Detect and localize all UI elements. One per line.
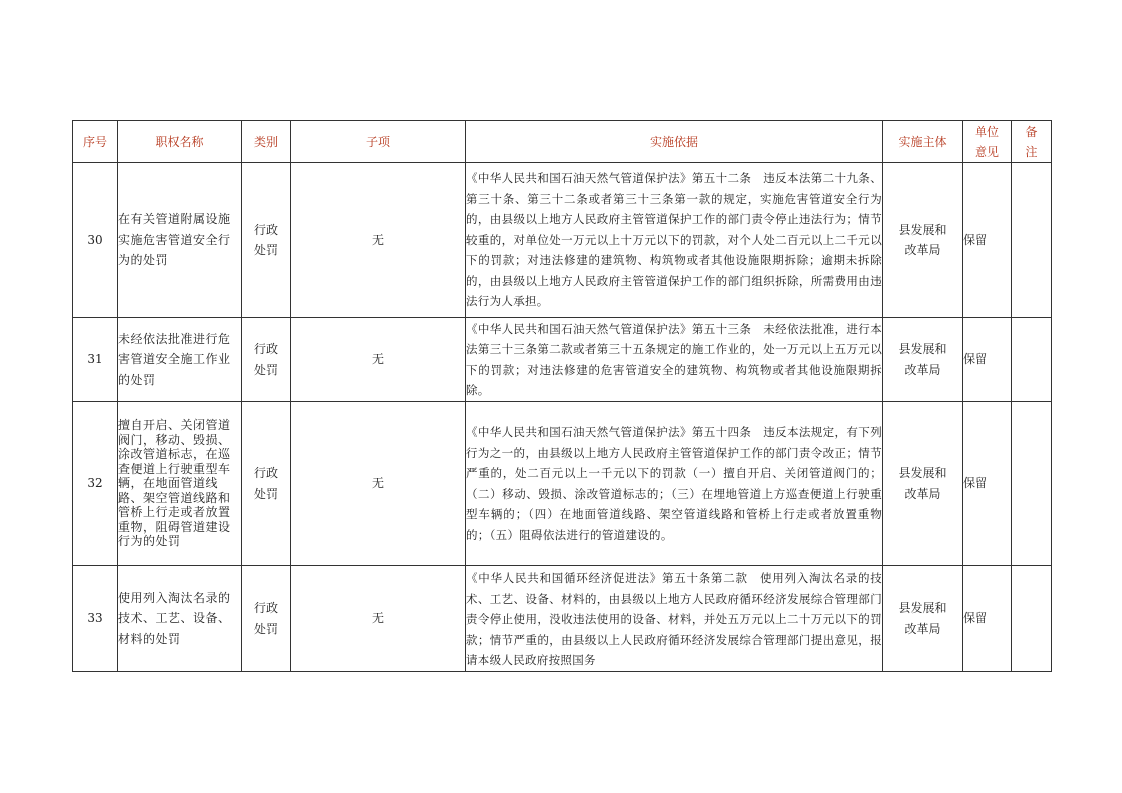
table-row	[73, 402, 1052, 566]
header-opinion: 单位 意见	[963, 121, 1012, 163]
row-seq: 33	[73, 566, 118, 672]
row-subitem: 无	[291, 318, 466, 402]
row-seq: 30	[73, 163, 118, 318]
header-remark: 备 注	[1012, 121, 1052, 163]
row-remark	[1012, 566, 1052, 672]
row-name: 擅自开启、关闭管道阀门，移动、毁损、涂改管道标志，在巡查便道上行驶重型车辆，在地面管道线路、架空管道线路和管桥上行走或者放置重物，阻碍管道建设行为的处罚	[118, 402, 242, 566]
header-category: 类别	[242, 121, 291, 163]
row-subject: 县发展和 改革局	[883, 402, 963, 566]
header-basis: 实施依据	[466, 121, 883, 163]
row-category: 行政 处罚	[242, 566, 291, 672]
row-subitem: 无	[291, 402, 466, 566]
row-remark	[1012, 163, 1052, 318]
header-name: 职权名称	[118, 121, 242, 163]
row-opinion: 保留	[963, 163, 1012, 318]
row-basis: 《中华人民共和国石油天然气管道保护法》第五十四条 违反本法规定，有下列行为之一的，由县级以上地方人民政府主管管道保护工作的部门责令改正；情节严重的，处二百元以上一千元以下的罚款（一）擅自开启、关闭管道阀门的；（二）移动、毁损、涂改管道标志的；（三）在埋地管道上方巡查便道上行驶重型车辆的；（四）在地面管道线路、架空管道线路和管桥上行走或者放置重物的；（五）阻碍依法进行的管道建设的。	[466, 402, 883, 566]
table-row	[73, 163, 1052, 318]
table-header-row	[73, 121, 1052, 163]
row-opinion: 保留	[963, 402, 1012, 566]
row-seq: 31	[73, 318, 118, 402]
row-subject: 县发展和 改革局	[883, 163, 963, 318]
row-subject: 县发展和 改革局	[883, 318, 963, 402]
row-category: 行政 处罚	[242, 163, 291, 318]
row-opinion: 保留	[963, 566, 1012, 672]
power-list-table	[72, 120, 1052, 672]
row-category: 行政 处罚	[242, 318, 291, 402]
row-name: 使用列入淘汰名录的技术、工艺、设备、材料的处罚	[118, 566, 242, 672]
row-opinion: 保留	[963, 318, 1012, 402]
row-name: 未经依法批准进行危害管道安全施工作业的处罚	[118, 318, 242, 402]
row-subitem: 无	[291, 566, 466, 672]
table-row	[73, 318, 1052, 402]
row-basis: 《中华人民共和国石油天然气管道保护法》第五十三条 未经依法批准，进行本法第三十三条第二款或者第三十五条规定的施工作业的，处一万元以上五万元以下的罚款；对违法修建的危害管道安全的建筑物、构筑物或者其他设施限期拆除。	[466, 318, 883, 402]
header-subject: 实施主体	[883, 121, 963, 163]
row-name: 在有关管道附属设施实施危害管道安全行为的处罚	[118, 163, 242, 318]
row-subject: 县发展和 改革局	[883, 566, 963, 672]
header-subitem: 子项	[291, 121, 466, 163]
row-basis: 《中华人民共和国循环经济促进法》第五十条第二款 使用列入淘汰名录的技术、工艺、设备、材料的，由县级以上地方人民政府循环经济发展综合管理部门责令停止使用，没收违法使用的设备、材料，并处五万元以上二十万元以下的罚款；情节严重的，由县级以上人民政府循环经济发展综合管理部门提出意见，报请本级人民政府按照国务	[466, 566, 883, 672]
row-remark	[1012, 318, 1052, 402]
row-basis: 《中华人民共和国石油天然气管道保护法》第五十二条 违反本法第二十九条、第三十条、第三十二条或者第三十三条第一款的规定，实施危害管道安全行为的，由县级以上地方人民政府主管管道保护工作的部门责令停止违法行为；情节较重的，对单位处一万元以上十万元以下的罚款，对个人处二百元以上二千元以下的罚款；对违法修建的建筑物、构筑物或者其他设施限期拆除；逾期未拆除的，由县级以上地方人民政府主管管道保护工作的部门组织拆除，所需费用由违法行为人承担。	[466, 163, 883, 318]
row-remark	[1012, 402, 1052, 566]
row-subitem: 无	[291, 163, 466, 318]
row-category: 行政 处罚	[242, 402, 291, 566]
row-seq: 32	[73, 402, 118, 566]
header-seq: 序号	[73, 121, 118, 163]
table-row	[73, 566, 1052, 672]
